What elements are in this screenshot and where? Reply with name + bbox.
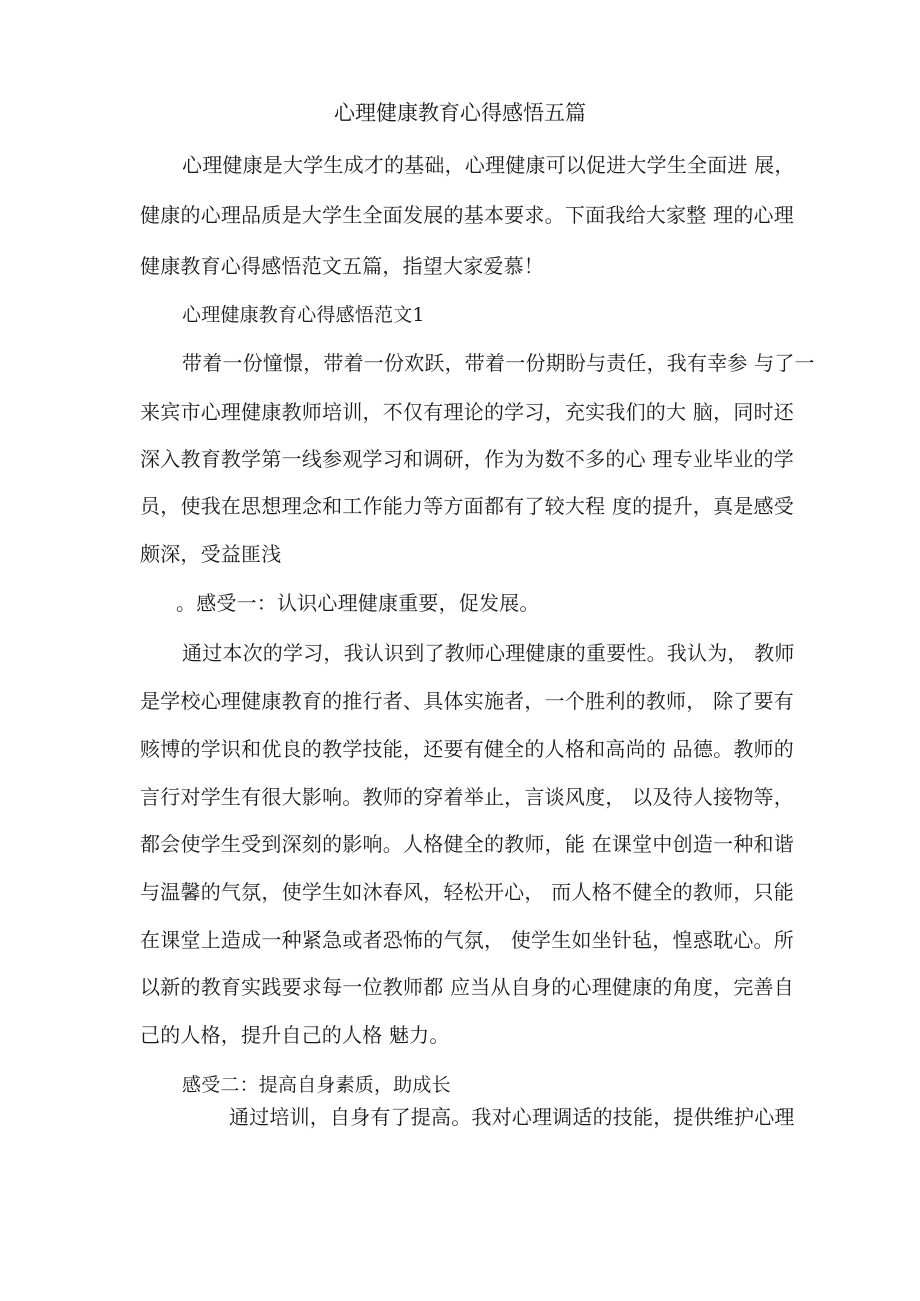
para2-line-7: 在课堂上造成一种紧急或者恐怖的气氛， 使学生如坐针毡，惶惑耽心。所	[140, 928, 794, 952]
intro-line-1: 心理健康是大学生成才的基础，心理健康可以促进大学生全面进 展，	[182, 153, 795, 177]
para3-line-1: 通过培训，自身有了提高。我对心理调适的技能，提供维护心理	[229, 1105, 795, 1129]
intro-line-3: 健康教育心得感悟范文五篇，指望大家爱慕！	[140, 254, 544, 278]
section-title: 心理健康教育心得感悟范文1	[182, 304, 425, 326]
intro-line-2: 健康的心理品质是大学生全面发展的基本要求。下面我给大家整 理的心理	[140, 203, 794, 227]
document-title: 心理健康教育心得感悟五篇	[334, 101, 586, 125]
para2-line-8: 以新的教育实践要求每一位教师都 应当从自身的心理健康的角度，完善自	[140, 975, 794, 999]
para2-line-1: 通过本次的学习，我认识到了教师心理健康的重要性。我认为， 教师	[182, 641, 795, 665]
para2-line-2: 是学校心理健康教育的推行者、具体实施者，一个胜利的教师， 除了要有	[140, 689, 794, 713]
heading-feeling-one: 。感受一：认识心理健康重要，促发展。	[176, 591, 540, 615]
para2-line-6: 与温馨的气氛，使学生如沐春风，轻松开心， 而人格不健全的教师，只能	[140, 880, 794, 904]
para2-line-3: 赅博的学识和优良的教学技能，还要有健全的人格和高尚的 品德。教师的	[140, 737, 794, 761]
para1-line-5: 颇深，受益匪浅	[140, 542, 282, 566]
para1-line-3: 深入教育教学第一线参观学习和调研，作为为数不多的心 理专业毕业的学	[140, 447, 794, 471]
para1-line-4: 员，使我在思想理念和工作能力等方面都有了较大程 度的提升，真是感受	[140, 494, 794, 518]
para1-line-2: 来宾市心理健康教师培训，不仅有理论的学习，充实我们的大 脑，同时还	[140, 400, 794, 424]
para2-line-4: 言行对学生有很大影响。教师的穿着举止，言谈风度， 以及待人接物等，	[140, 785, 794, 809]
para1-line-1: 带着一份憧憬，带着一份欢跃，带着一份期盼与责任，我有幸参 与了一	[182, 351, 815, 375]
para2-line-5: 都会使学生受到深刻的影响。人格健全的教师，能 在课堂中创造一种和谐	[140, 832, 794, 856]
heading-feeling-two: 感受二：提高自身素质，助成长	[182, 1074, 451, 1096]
para2-line-9: 己的人格，提升自己的人格 魅力。	[140, 1023, 450, 1047]
